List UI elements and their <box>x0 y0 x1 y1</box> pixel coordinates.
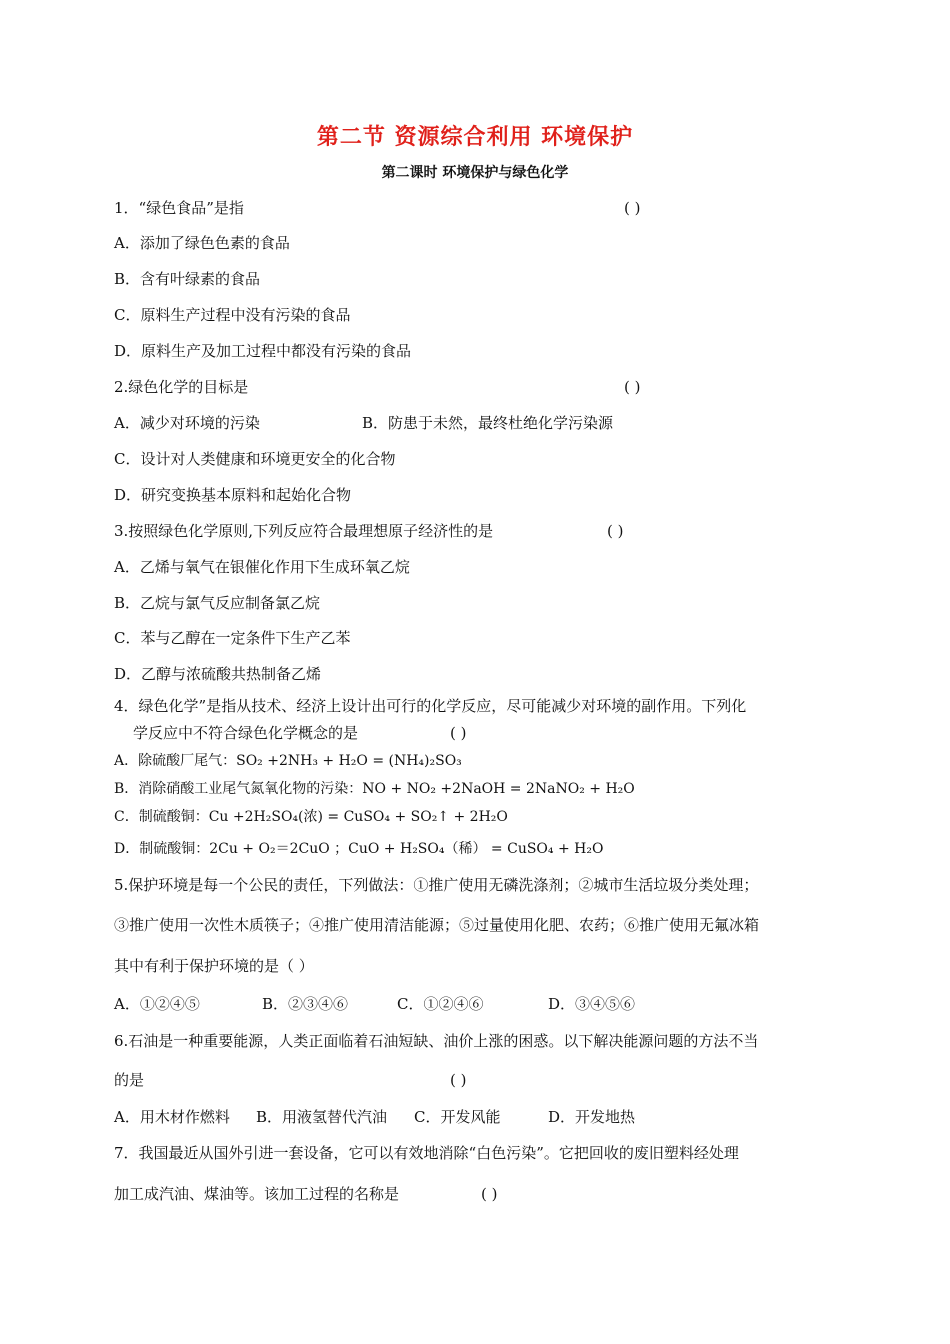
question-5-option-a: A．①②④⑤ <box>114 995 200 1013</box>
question-2-stem: 2.绿色化学的目标是 <box>114 378 249 396</box>
question-4-option-a: A．除硫酸厂尾气：SO₂ +2NH₃ + H₂O = (NH₄)₂SO₃ <box>114 753 462 769</box>
question-6-stem-line-2: 的是 <box>114 1071 145 1089</box>
question-6-option-d: D．开发地热 <box>548 1108 636 1126</box>
question-5-option-c: C．①②④⑥ <box>397 995 484 1013</box>
question-5-stem-line-2: ③推广使用一次性木质筷子；④推广使用清洁能源；⑤过量使用化肥、农药；⑥推广使用无氟冰箱 <box>114 916 760 934</box>
question-5-stem-line-1: 5.保护环境是每一个公民的责任，下列做法：①推广使用无磷洗涤剂；②城市生活垃圾分类处理； <box>114 876 759 894</box>
question-1-option-c: C．原料生产过程中没有污染的食品 <box>114 306 351 324</box>
question-1-option-d: D．原料生产及加工过程中都没有污染的食品 <box>114 342 412 360</box>
question-7-stem-line-2: 加工成汽油、煤油等。该加工过程的名称是 <box>114 1185 400 1203</box>
question-6-option-b: B．用液氢替代汽油 <box>256 1108 388 1126</box>
question-3-option-d: D．乙醇与浓硫酸共热制备乙烯 <box>114 665 322 683</box>
question-2-answer-paren: ( ) <box>624 378 641 396</box>
question-4-option-c: C．制硫酸铜：Cu +2H₂SO₄(浓) = CuSO₄ + SO₂↑ + 2H₂O <box>114 809 508 825</box>
question-5-option-b: B．②③④⑥ <box>262 995 349 1013</box>
question-1-option-a: A．添加了绿色色素的食品 <box>114 234 290 252</box>
question-4-option-b: B．消除硝酸工业尾气氮氧化物的污染：NO + NO₂ +2NaOH = 2NaNO₂ + H₂O <box>114 781 635 797</box>
question-2-option-d: D．研究变换基本原料和起始化合物 <box>114 486 352 504</box>
question-5-option-d: D．③④⑤⑥ <box>548 995 636 1013</box>
question-2-option-b: B．防患于未然，最终杜绝化学污染源 <box>362 414 614 432</box>
question-6-answer-paren: ( ) <box>450 1071 467 1089</box>
question-3-stem: 3.按照绿色化学原则,下列反应符合最理想原子经济性的是 <box>114 522 494 540</box>
page-subtitle: 第二课时 环境保护与绿色化学 <box>381 165 569 181</box>
question-7-stem-line-1: 7．我国最近从国外引进一套设备，它可以有效地消除“白色污染”。它把回收的废旧塑料经处理 <box>114 1144 739 1162</box>
question-7-answer-paren: ( ) <box>481 1185 498 1203</box>
question-3-answer-paren: ( ) <box>607 522 624 540</box>
question-6-option-c: C．开发风能 <box>414 1108 501 1126</box>
question-1-answer-paren: ( ) <box>624 199 641 217</box>
question-1-stem: 1．“绿色食品”是指 <box>114 199 244 217</box>
question-3-option-b: B．乙烷与氯气反应制备氯乙烷 <box>114 594 321 612</box>
question-4-stem-line-1: 4．绿色化学”是指从技术、经济上设计出可行的化学反应，尽可能减少对环境的副作用。下列化 <box>114 697 747 715</box>
question-6-stem-line-1: 6.石油是一种重要能源，人类正面临着石油短缺、油价上涨的困惑。以下解决能源问题的方法不当 <box>114 1032 759 1050</box>
question-4-stem-line-2: 学反应中不符合绿色化学概念的是 <box>133 724 359 742</box>
question-4-option-d: D．制硫酸铜：2Cu + O₂＝2CuO ；CuO + H₂SO₄（稀） = CuSO₄ + H₂O <box>114 841 604 857</box>
question-1-option-b: B．含有叶绿素的食品 <box>114 270 261 288</box>
question-2-option-c: C．设计对人类健康和环境更安全的化合物 <box>114 450 396 468</box>
page-title: 第二节 资源综合利用 环境保护 <box>316 125 634 150</box>
question-3-option-c: C．苯与乙醇在一定条件下生产乙苯 <box>114 629 351 647</box>
question-6-option-a: A．用木材作燃料 <box>114 1108 230 1126</box>
question-4-answer-paren: ( ) <box>450 724 467 742</box>
question-5-stem-line-3: 其中有利于保护环境的是（ ） <box>114 957 314 975</box>
question-3-option-a: A．乙烯与氧气在银催化作用下生成环氧乙烷 <box>114 558 410 576</box>
question-2-option-a: A．减少对环境的污染 <box>114 414 260 432</box>
